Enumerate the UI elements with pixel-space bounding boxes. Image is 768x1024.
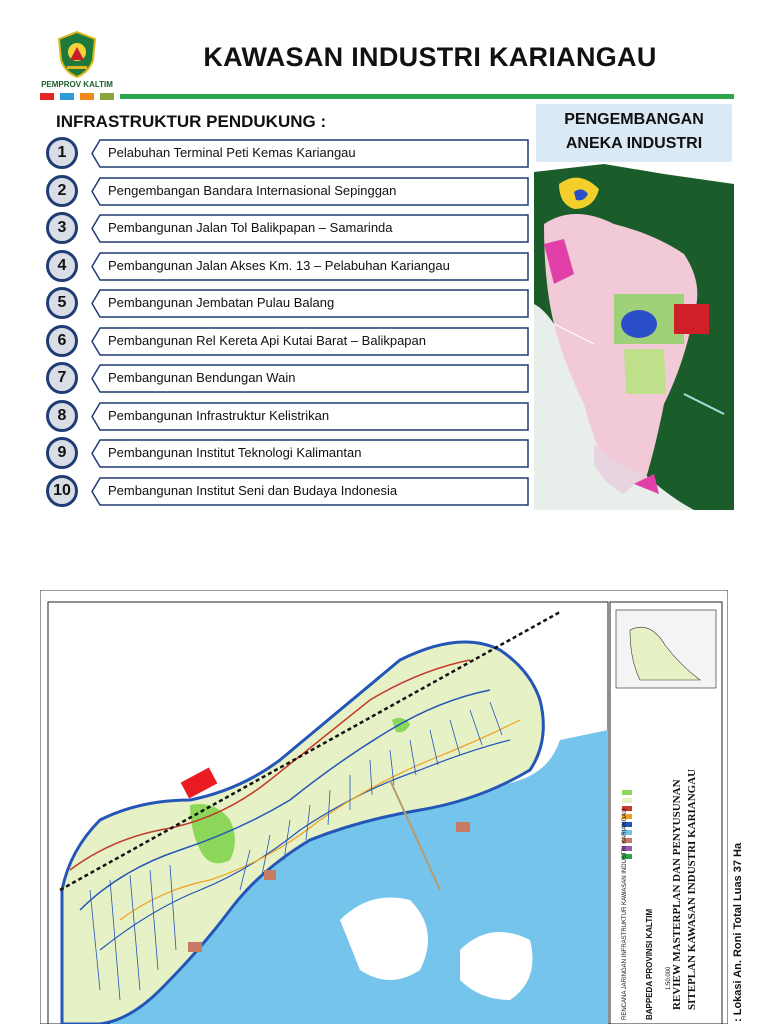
item-number-badge: 2 <box>46 175 78 207</box>
side-caption <box>722 842 762 1022</box>
item-number-badge: 7 <box>46 362 78 394</box>
masterplan-title-line1: REVIEW MASTERPLAN DAN PENYUSUNAN <box>671 779 683 1010</box>
item-label: Pembangunan Jalan Akses Km. 13 – Pelabuhan Kariangau <box>108 257 450 273</box>
item-number-badge: 5 <box>46 287 78 319</box>
masterplan-title-line2: SITEPLAN KAWASAN INDUSTRI KARIANGAU <box>686 768 698 1010</box>
item-label: Pelabuhan Terminal Peti Kemas Kariangau <box>108 145 356 160</box>
item-label: Pembangunan Institut Teknologi Kalimantan <box>108 445 362 460</box>
item-label: Pembangunan Infrastruktur Kelistrikan <box>108 407 330 423</box>
logo-color-stripes <box>40 93 116 101</box>
section-heading: INFRASTRUKTUR PENDUKUNG : <box>56 112 327 131</box>
list-item <box>46 361 532 395</box>
item-label-bar <box>90 327 530 356</box>
page-title: KAWASAN INDUSTRI KARIANGAU <box>203 42 657 72</box>
development-title-line1: PENGEMBANGAN <box>564 111 704 128</box>
item-label: Pembangunan Bendungan Wain <box>108 370 296 385</box>
item-number-badge: 6 <box>46 325 78 357</box>
item-label-bar <box>90 402 530 431</box>
list-item <box>46 399 532 433</box>
item-label-bar <box>90 139 530 168</box>
item-label-bar <box>90 252 530 281</box>
item-label-bar <box>90 364 530 393</box>
item-number-badge: 9 <box>46 437 78 469</box>
item-number-badge: 3 <box>46 212 78 244</box>
development-label-box <box>536 104 732 162</box>
list-item <box>46 249 532 283</box>
list-item <box>46 211 532 245</box>
list-item <box>46 286 532 320</box>
item-number-badge: 10 <box>46 475 78 507</box>
item-label: Pembangunan Jembatan Pulau Balang <box>108 295 335 310</box>
item-label: Pembangunan Institut Seni dan Budaya Indonesia <box>108 482 398 498</box>
list-item <box>46 174 532 208</box>
logo-label: PEMPROV KALTIM <box>41 80 113 89</box>
development-title-line2: ANEKA INDUSTRI <box>565 135 703 152</box>
item-label: Pembangunan Jalan Tol Balikpapan – Samarinda <box>108 220 393 235</box>
item-label: Pembangunan Rel Kereta Api Kutai Barat – Balikpapan <box>108 332 426 348</box>
item-number-badge: 4 <box>46 250 78 282</box>
masterplan-map <box>40 590 728 1024</box>
item-number-badge: 1 <box>46 137 78 169</box>
item-label-bar <box>90 214 530 243</box>
item-label-bar <box>90 177 530 206</box>
item-label-bar <box>90 289 530 318</box>
item-label: Pengembangan Bandara Internasional Sepinggan <box>108 182 397 198</box>
item-number-badge: 8 <box>46 400 78 432</box>
item-label-bar <box>90 439 530 468</box>
map-subtitle: RENCANA JARINGAN INFRASTRUKTUR KAWASAN INDUSTRI KARIANGAU <box>622 808 628 1020</box>
list-item <box>46 474 532 508</box>
map-scale: 1:50.000 <box>666 966 672 990</box>
location-caption: : Lokasi An. Roni Total Luas 37 Ha <box>732 842 744 1022</box>
industrial-zoning-map <box>534 164 734 510</box>
list-item <box>46 136 532 170</box>
pemprov-logo <box>36 30 118 104</box>
shield-emblem-icon <box>56 30 98 78</box>
slide-panel <box>36 28 736 514</box>
title-divider <box>120 94 734 99</box>
list-item <box>46 324 532 358</box>
item-label-bar <box>90 477 530 506</box>
list-item <box>46 436 532 470</box>
agency-label: BAPPEDA PROVINSI KALTIM <box>645 908 654 1020</box>
